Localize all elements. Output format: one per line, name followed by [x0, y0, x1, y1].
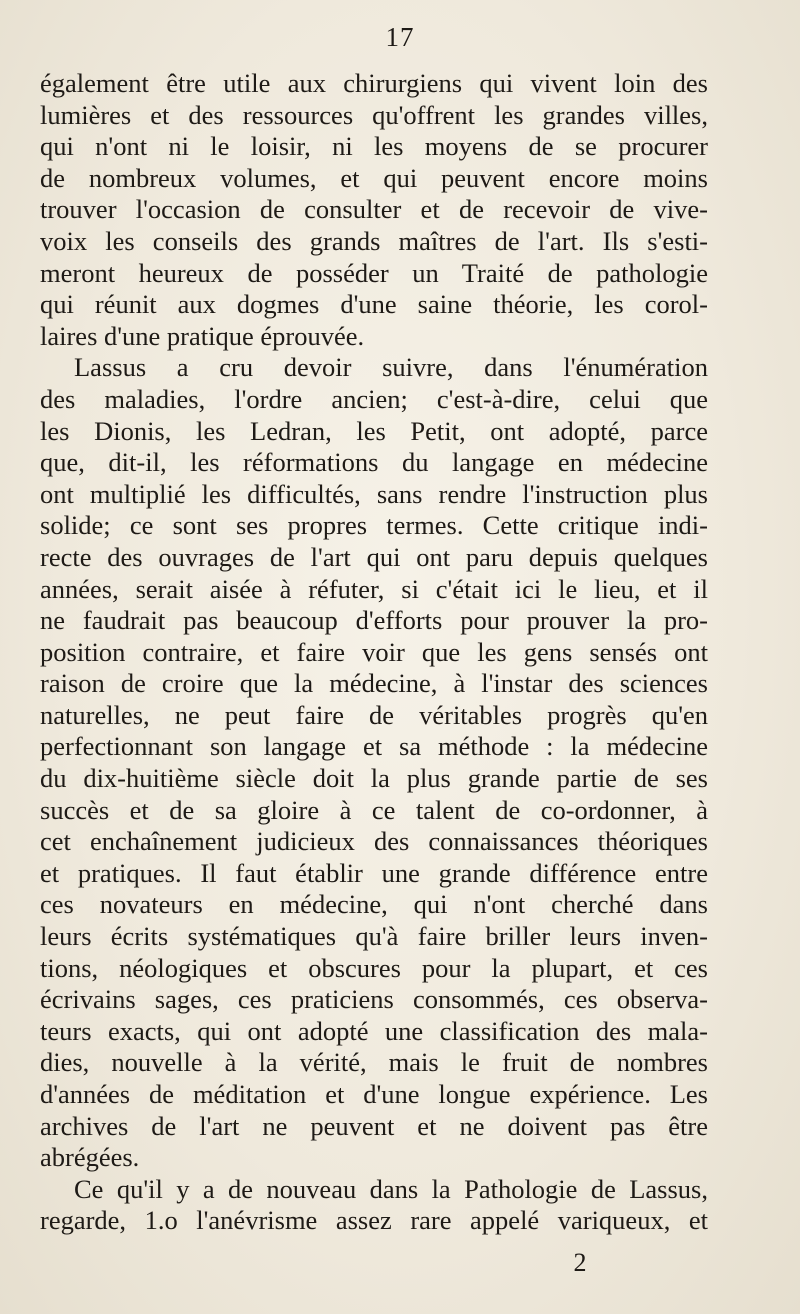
text-line: ont multiplié les difficultés, sans rendre l'instruction plus — [40, 478, 708, 509]
text-line: raison de croire que la médecine, à l'instar des sciences — [40, 668, 708, 699]
text-line: recte des ouvrages de l'art qui ont paru depuis quelques — [40, 541, 708, 572]
text-line: que, dit-il, les réformations du langage en médecine — [40, 447, 708, 478]
text-line: du dix-huitième siècle doit la plus grande partie de ses — [40, 763, 708, 794]
text-line: qui réunit aux dogmes d'une saine théorie, les corol- — [40, 289, 708, 320]
text-line: position contraire, et faire voir que les gens sensés ont — [40, 636, 708, 667]
text-line: écrivains sages, ces praticiens consommés, ces observa- — [40, 984, 708, 1015]
text-line: ne faudrait pas beaucoup d'efforts pour prouver la pro- — [40, 605, 708, 636]
text-line: regarde, 1.o l'anévrisme assez rare appelé variqueux, et — [40, 1205, 708, 1236]
text-line: archives de l'art ne peuvent et ne doivent pas être — [40, 1110, 708, 1141]
text-line: naturelles, ne peut faire de véritables progrès qu'en — [40, 699, 708, 730]
text-line: les Dionis, les Ledran, les Petit, ont adopté, parce — [40, 415, 708, 446]
text-line: des maladies, l'ordre ancien; c'est-à-dire, celui que — [40, 383, 708, 414]
text-line: Lassus a cru devoir suivre, dans l'énumération — [74, 352, 708, 383]
text-line: cet enchaînement judicieux des connaissances théoriques — [40, 826, 708, 857]
text-line: meront heureux de posséder un Traité de pathologie — [40, 257, 708, 288]
text-line: également être utile aux chirurgiens qui vivent loin des — [40, 68, 708, 98]
text-line: tions, néologiques et obscures pour la plupart, et ces — [40, 952, 708, 983]
signature-mark: 2 — [573, 1248, 587, 1277]
text-line: et pratiques. Il faut établir une grande différence entre — [40, 857, 708, 888]
body-text — [40, 68, 708, 1237]
text-line: qui n'ont ni le loisir, ni les moyens de se procurer — [40, 131, 708, 162]
text-line: abrégées. — [40, 1142, 140, 1173]
text-line: perfectionnant son langage et sa méthode : la médecine — [40, 731, 708, 762]
text-line: de nombreux volumes, et qui peuvent encore moins — [40, 162, 708, 193]
text-line: lumières et des ressources qu'offrent les grandes villes, — [40, 99, 708, 130]
text-line: dies, nouvelle à la vérité, mais le fruit de nombres — [40, 1047, 708, 1078]
text-line: laires d'une pratique éprouvée. — [40, 320, 365, 351]
text-line: succès et de sa gloire à ce talent de co-ordonner, à — [40, 794, 708, 825]
text-line: années, serait aisée à réfuter, si c'était ici le lieu, et il — [40, 573, 708, 604]
text-line: voix les conseils des grands maîtres de l'art. Ils s'esti- — [40, 225, 708, 256]
text-line: leurs écrits systématiques qu'à faire briller leurs inven- — [40, 921, 708, 952]
text-line: Ce qu'il y a de nouveau dans la Pathologie de Lassus, — [74, 1173, 708, 1204]
text-line: ces novateurs en médecine, qui n'ont cherché dans — [40, 889, 708, 920]
text-line: trouver l'occasion de consulter et de recevoir de vive- — [40, 194, 708, 225]
page-number: 17 — [385, 22, 415, 52]
text-line: d'années de méditation et d'une longue expérience. Les — [40, 1079, 708, 1109]
text-line: teurs exacts, qui ont adopté une classification des mala- — [40, 1015, 708, 1046]
text-line: solide; ce sont ses propres termes. Cette critique indi- — [40, 510, 708, 541]
